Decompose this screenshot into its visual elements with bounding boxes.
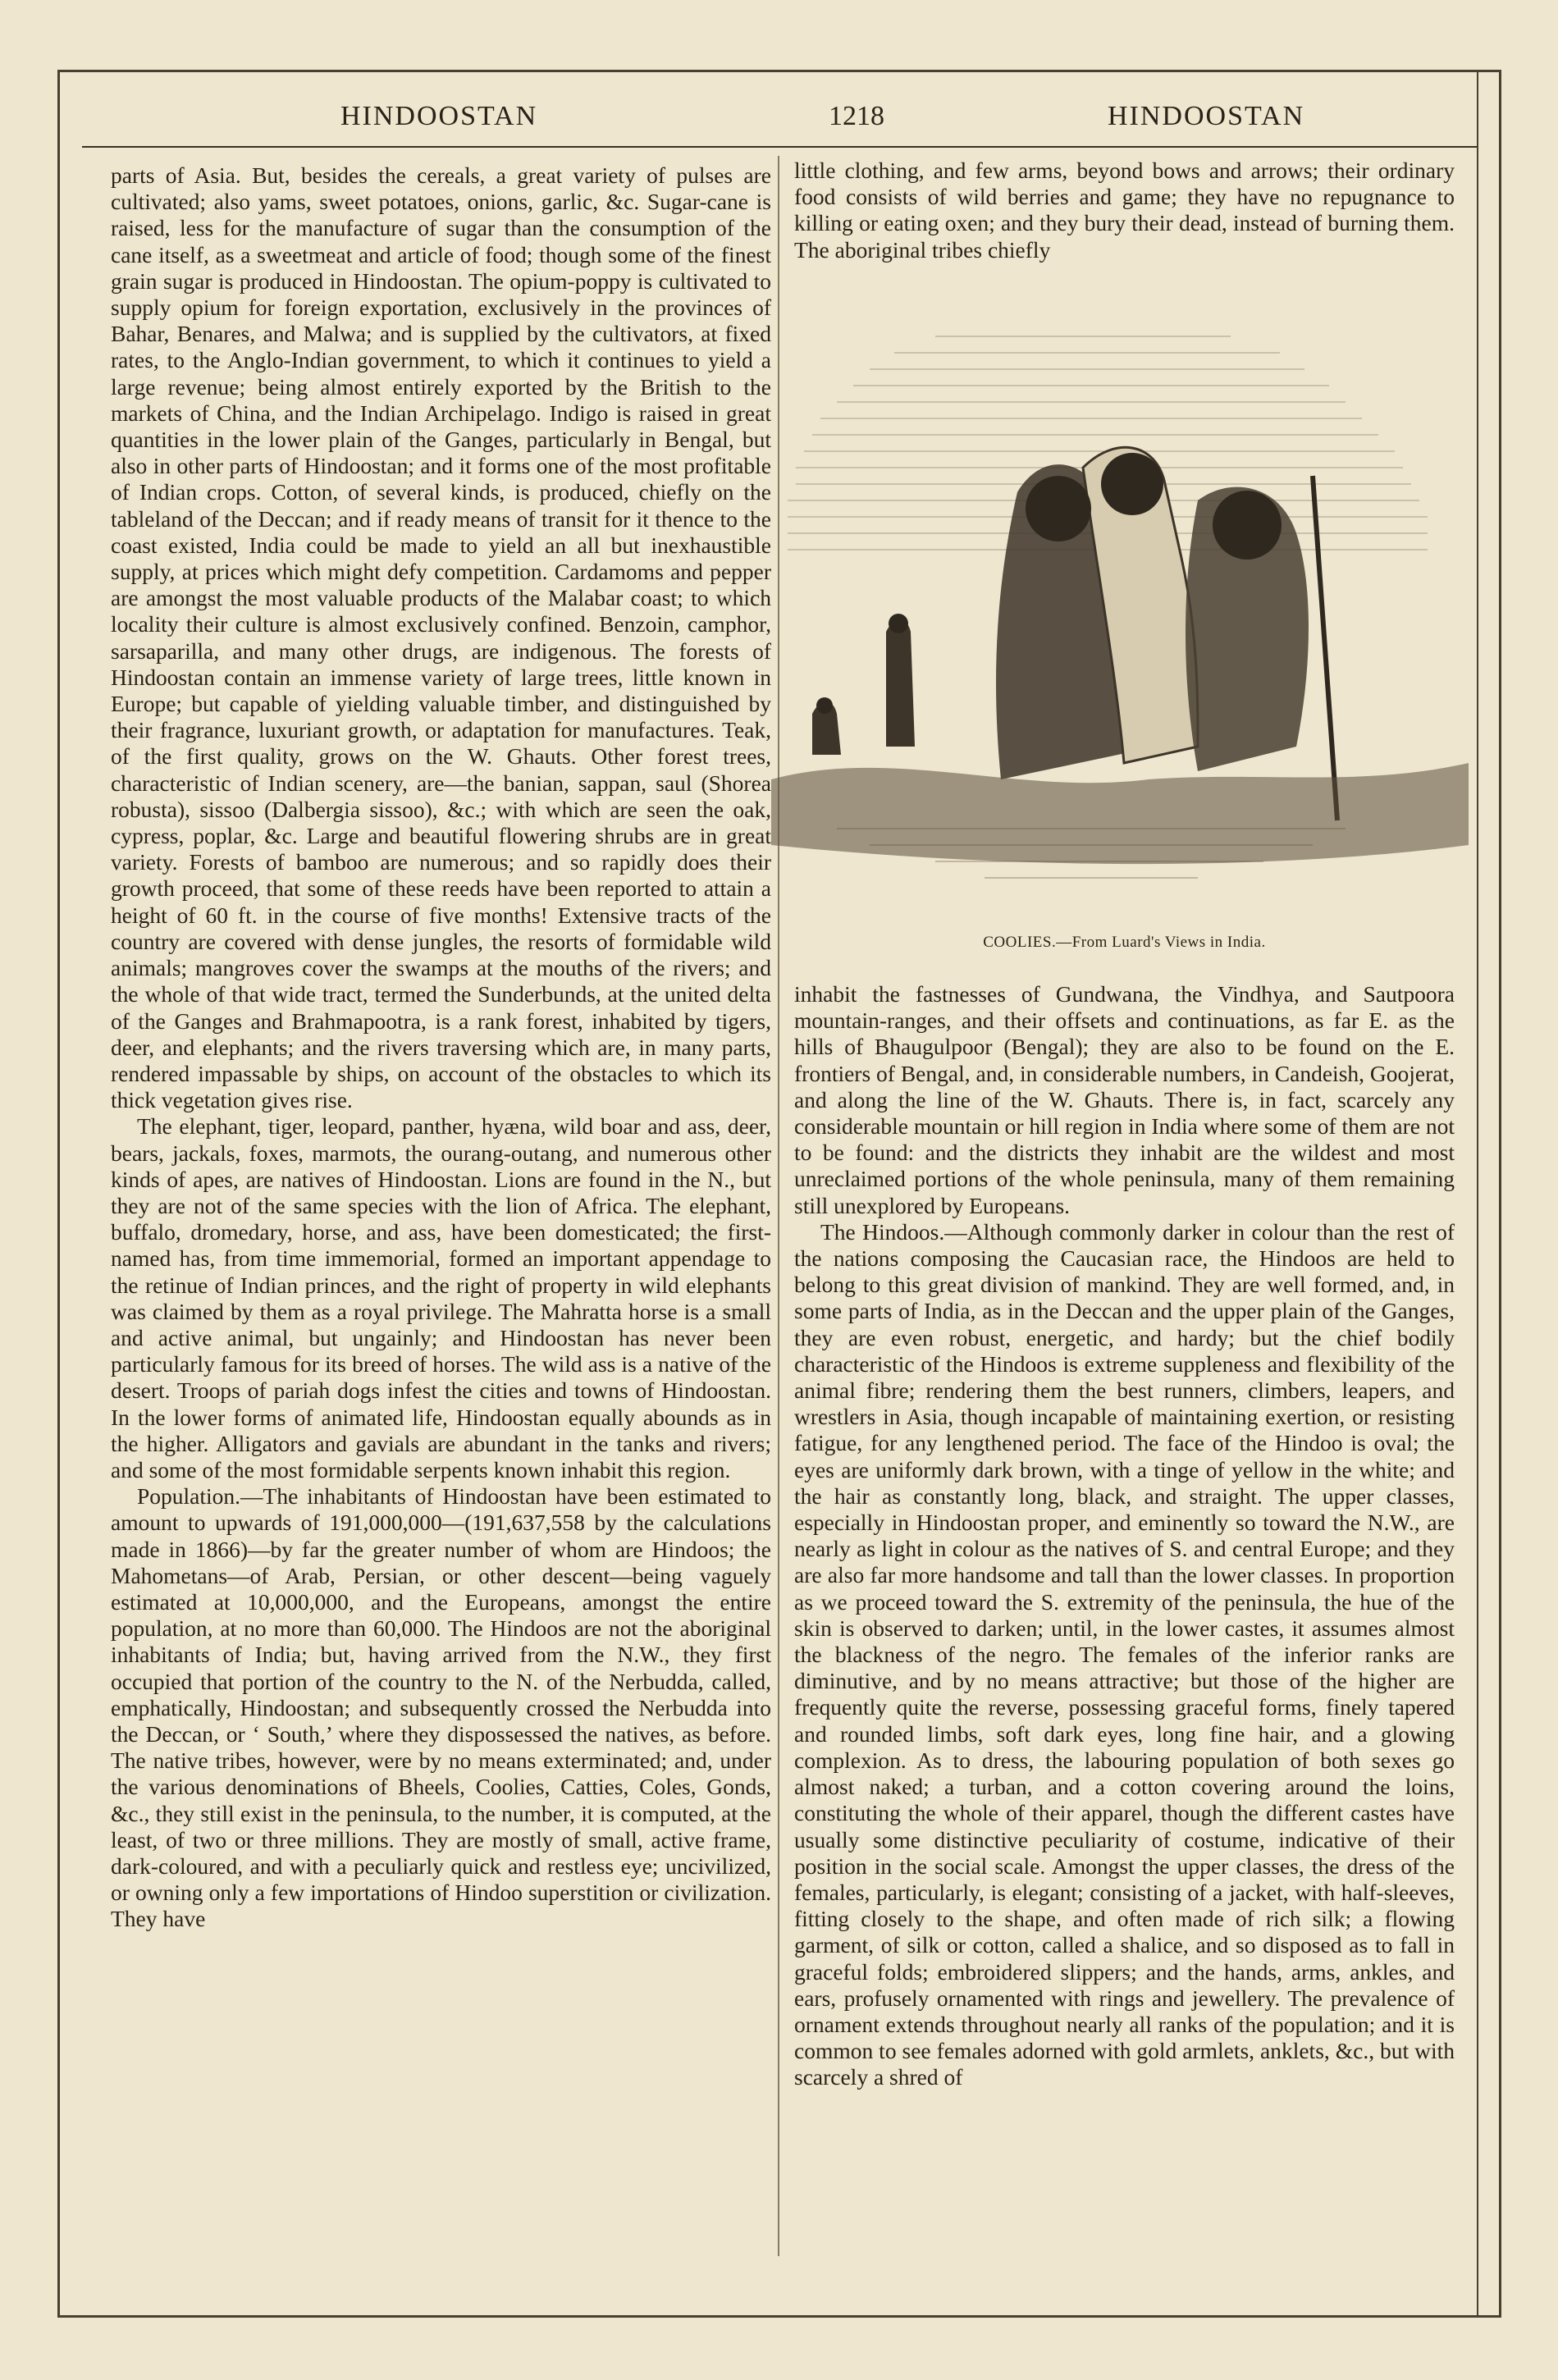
page-number: 1218 bbox=[829, 101, 884, 131]
paragraph-hindoos: The Hindoos.—Although commonly darker in colour than the rest of the nations composing the Caucasian race, the Hindoos are held to belong to this great division of mankind. They are well formed, and, in some parts of India, as in the Deccan and the upper plain of the Ganges, they are even robust, energetic, and hardy; but the chief bodily characteristic of the Hindoos is extreme suppleness and flexibility of the animal fibre; rendering them the best runners, climbers, leapers, and wrestlers in Asia, though incapable of maintaining exertion, or resisting fatigue, for any lengthened period. The face of the Hindoo is oval; the eyes are uniformly dark brown, with a tinge of yellow in the white; and the hair as constantly long, black, and straight. The upper classes, especially in Hindoostan proper, and eminently so toward the N.W., are nearly as light in colour as the natives of S. and central Europe; and they are also far more handsome and tall than the lower classes. In proportion as we proceed toward the S. extremity of the peninsula, the hue of the skin is observed to darken; until, in the lower castes, it assumes almost the blackness of the negro. The females of the inferior ranks are diminutive, and by no means attractive; but those of the higher are frequently quite the reverse, possessing graceful forms, finely tapered and rounded limbs, soft dark eyes, long fine hair, and a glowing complexion. As to dress, the labouring population of both sexes go almost naked; a turban, and a cotton covering around the loins, constituting the whole of their apparel, though the different castes have usually some distinctive peculiarity of costume, indicative of their position in the social scale. Amongst the upper classes, the dress of the females, particularly, is elegant; consisting of a jacket, with half-sleeves, fitting closely to the shape, and often made of rich silk; a flowing garment, of silk or cotton, called a shalice, and so disposed as to fall in graceful folds; embroidered slippers; and the hands, arms, ankles, and ears, profusely ornamented with rings and jewellery. The prevalence of ornament extends throughout nearly all ranks of the population; and it is common to see females adorned with gold armlets, anklets, &c., but with scarcely a shred of bbox=[794, 1218, 1455, 2090]
coolies-engraving bbox=[771, 287, 1469, 935]
figure-caption bbox=[794, 934, 1455, 952]
paragraph-animals: The elephant, tiger, leopard, panther, hyæna, wild boar and ass, deer, bears, jackals, foxes, marmots, the ourang-outang, and numerous other kinds of apes, are natives of Hindoostan. Lions are found in the N., but they are not of the same species with the lion of Africa. The elephant, buffalo, dromedary, horse, and ass, have been domesticated; the first-named has, from time immemorial, formed an important appendage to the retinue of Indian princes, and the right of property in wild elephants was claimed by them as a royal privilege. The Mahratta horse is a small and active animal, but ungainly; and Hindoostan has never been particularly famous for its breed of horses. The wild ass is a native of the desert. Troops of pariah dogs infest the cities and towns of Hindoostan. In the lower forms of animated life, Hindoostan equally abounds as in the higher. Alligators and gavials are abundant in the tanks and rivers; and some of the most formidable serpents known inhabit this region. bbox=[111, 1113, 771, 1482]
caption-title: COOLIES bbox=[983, 934, 1052, 951]
right-column-top bbox=[794, 158, 1455, 263]
header-right-title: HINDOOSTAN bbox=[1108, 101, 1305, 131]
paragraph-aborigines-location: inhabit the fastnesses of Gundwana, the Vindhya, and Sautpoora mountain-ranges, and their offsets and continuations, as far E. as the hills of Bhaugulpoor (Bengal); they are also to be found on the E. frontiers of Bengal, and, in considerable numbers, in Candeish, Goojerat, and along the line of the W. Ghauts. There is, in fact, scarcely any considerable mountain or hill region in India where some of them are not to be found: and the districts they inhabit are the wildest and most unreclaimed portions of the whole peninsula, many of them remaining still unexplored by Europeans. bbox=[794, 981, 1455, 1218]
paragraph-population: Population.—The inhabitants of Hindoostan have been estimated to amount to upwards of 191,000,000—(191,637,558 by the calculations made in 1866)—by far the greater number of whom are Hindoos; the Mahometans—of Arab, Persian, or other descent—being vaguely estimated at 10,000,000, and the Europeans, amongst the entire population, at no more than 60,000. The Hindoos are not the aboriginal inhabitants of India; but, having arrived from the N.W., they first occupied that portion of the country to the N. of the Nerbudda, called, emphatically, Hindoostan; and subsequently crossed the Nerbudda into the Deccan, or ‘ South,’ where they dispossessed the natives, as before. The native tribes, however, were by no means exterminated; and, under the various denominations of Bheels, Coolies, Catties, Coles, Gonds, &c., they still exist in the peninsula, to the number, it is computed, at the least, of two or three millions. They are mostly of small, active frame, dark-coloured, and with a peculiarly quick and restless eye; uncivilized, or owning only a few importations of Hindoo superstition or civilization. They have bbox=[111, 1483, 771, 1932]
engraving-illustration bbox=[771, 287, 1469, 935]
right-column-bottom bbox=[794, 981, 1455, 2091]
paragraph-products: parts of Asia. But, besides the cereals, a great variety of pulses are cultivated; also yams, sweet potatoes, onions, garlic, &c. Sugar-cane is raised, less for the manufacture of sugar than the consumption of the cane itself, as a sweetmeat and article of food; though some of the finest grain sugar is produced in Hindoostan. The opium-poppy is cultivated to supply opium for foreign exportation, exclusively in the provinces of Bahar, Benares, and Malwa; and is supplied by the cultivators, at fixed rates, to the Anglo-Indian government, to which it continues to yield a large revenue; being almost entirely exported by the British to the markets of China, and the Indian Archipelago. Indigo is raised in great quantities in the lower plain of the Ganges, particularly in Bengal, but also in other parts of Hindoostan; and it forms one of the most profitable of Indian crops. Cotton, of several kinds, is produced, chiefly on the tableland of the Deccan; and if ready means of transit for it thence to the coast existed, India could be made to yield an all but inexhaustible supply, at prices which might defy competition. Cardamoms and pepper are amongst the most valuable products of the Malabar coast; to which locality their culture is almost exclusively confined. Benzoin, camphor, sarsaparilla, and many other drugs, are indigenous. The forests of Hindoostan contain an immense variety of large trees, little known in Europe; but capable of yielding valuable timber, and distinguished by their fragrance, luxuriant growth, or adaptation for manufactures. Teak, of the first quality, grows on the W. Ghauts. Other forest trees, characteristic of Indian scenery, are—the banian, sappan, saul (Shorea robusta), sissoo (Dalbergia sissoo), &c.; with which are seen the oak, cypress, poplar, &c. Large and beautiful flowering shrubs are in great variety. Forests of bamboo are numerous; and so rapidly does their growth proceed, that some of these reeds have been reported to attain a height of 60 ft. in the course of five months! Extensive tracts of the country are covered with dense jungles, the resorts of formidable wild animals; mangroves cover the swamps at the mouths of the rivers; and the whole of that wide tract, termed the Sunderbunds, at the united delta of the Ganges and Brahmapootra, is a rank forest, inhabited by tigers, deer, and elephants; and the rivers traversing which are, in many parts, rendered impassable by ships, on account of the obstacles to which its thick vegetation gives rise. bbox=[111, 162, 771, 1113]
page-right-rule bbox=[1477, 70, 1478, 2318]
caption-source: .—From Luard's Views in India. bbox=[1051, 934, 1266, 951]
left-column bbox=[111, 162, 771, 1933]
header-left-title: HINDOOSTAN bbox=[340, 101, 538, 131]
running-header bbox=[82, 97, 1477, 148]
paragraph-aborigines-cont: little clothing, and few arms, beyond bows and arrows; their ordinary food consists of wild berries and game; they have no repugnance to killing or eating oxen; and they bury their dead, instead of burning them. The aboriginal tribes chiefly bbox=[794, 158, 1455, 263]
